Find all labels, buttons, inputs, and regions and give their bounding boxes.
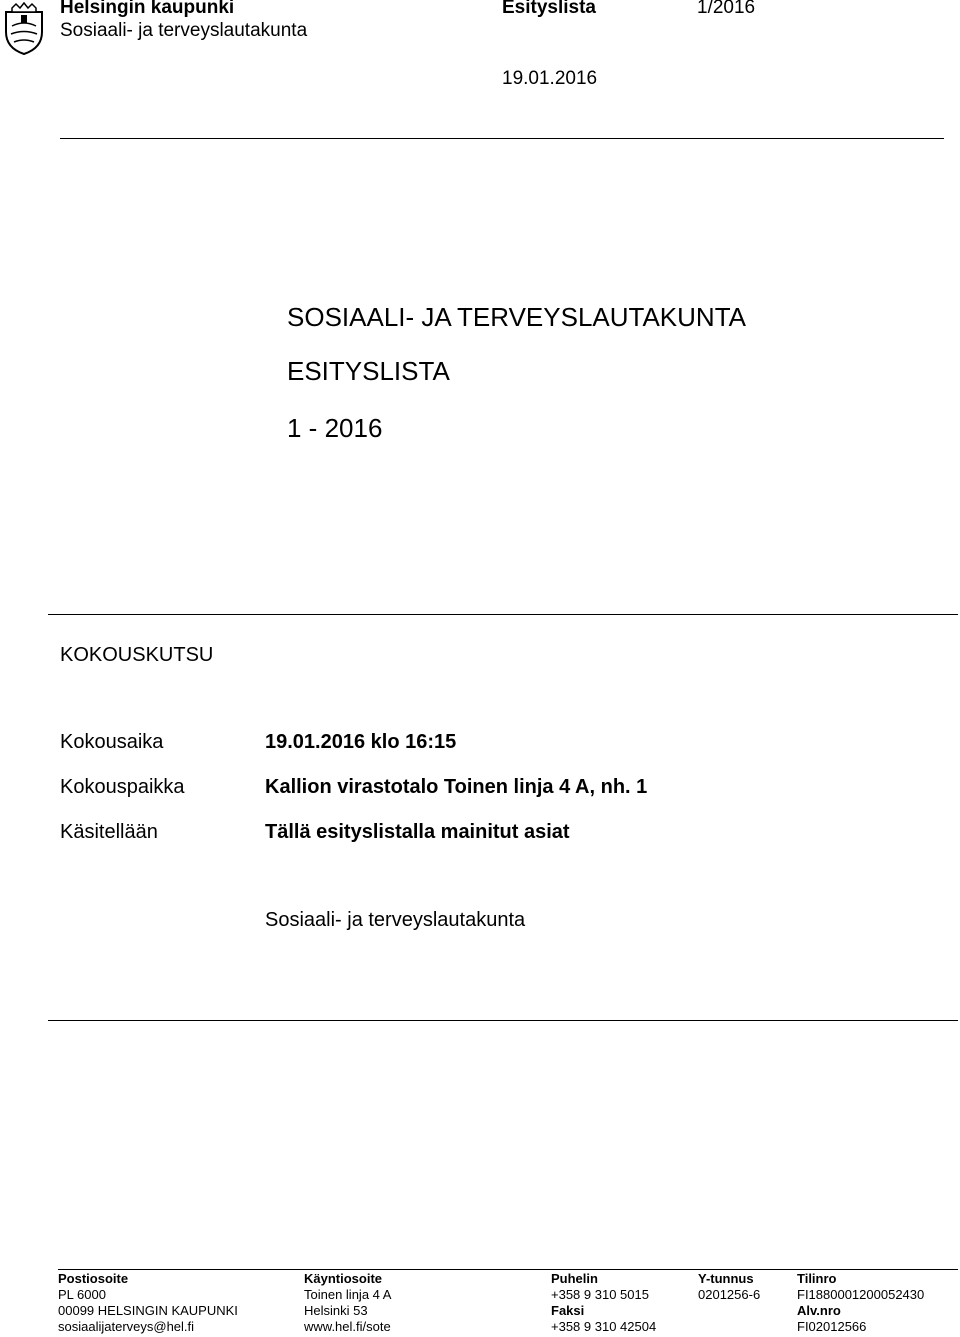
header-doc-number: 1/2016 xyxy=(697,0,756,18)
footer-account-value: FI1880001200052430 xyxy=(797,1287,925,1302)
title-doc-type: ESITYSLISTA xyxy=(287,356,450,386)
footer-fax-number: +358 9 310 42504 xyxy=(551,1319,657,1334)
meeting-time-value: 19.01.2016 klo 16:15 xyxy=(265,731,457,753)
footer-postal-line: PL 6000 xyxy=(58,1287,106,1302)
footer-postal-line: 00099 HELSINGIN KAUPUNKI xyxy=(58,1303,238,1318)
footer-fax-label: Faksi xyxy=(551,1303,585,1318)
header-divider xyxy=(60,138,944,139)
footer-phone-title: Puhelin xyxy=(551,1271,598,1286)
footer-visiting-title: Käyntiosoite xyxy=(304,1271,383,1286)
title-divider xyxy=(48,614,958,615)
meeting-time-label: Kokousaika xyxy=(60,731,164,753)
header-doc-type: Esityslista xyxy=(502,0,596,18)
footer-business-id-column xyxy=(698,1271,760,1303)
agenda-label: Käsitellään xyxy=(60,821,158,843)
header-date: 19.01.2016 xyxy=(502,68,598,89)
agenda-value: Tällä esityslistalla mainitut asiat xyxy=(265,821,570,843)
footer-website[interactable]: www.hel.fi/sote xyxy=(304,1319,391,1334)
footer-visiting-line: Toinen linja 4 A xyxy=(304,1287,392,1302)
title-board-name: SOSIAALI- JA TERVEYSLAUTAKUNTA xyxy=(287,302,746,332)
footer-divider xyxy=(58,1269,958,1270)
footer-business-id-value: 0201256-6 xyxy=(698,1287,761,1302)
footer-visiting-line: Helsinki 53 xyxy=(304,1303,368,1318)
helsinki-coat-of-arms-logo xyxy=(2,2,46,56)
footer-vat-value: FI02012566 xyxy=(797,1319,867,1334)
title-doc-number: 1 - 2016 xyxy=(287,413,383,443)
footer-account-column xyxy=(797,1271,924,1335)
footer-account-title: Tilinro xyxy=(797,1271,837,1286)
footer-phone-column xyxy=(551,1271,656,1335)
meeting-place-value: Kallion virastotalo Toinen linja 4 A, nh. 1 xyxy=(265,776,648,798)
footer-email[interactable]: sosiaalijaterveys@hel.fi xyxy=(58,1319,195,1334)
footer-vat-label: Alv.nro xyxy=(797,1303,841,1318)
header-board: Sosiaali- ja terveyslautakunta xyxy=(60,20,308,41)
signature-board: Sosiaali- ja terveyslautakunta xyxy=(265,909,526,931)
footer-phone-number: +358 9 310 5015 xyxy=(551,1287,649,1302)
signature-divider xyxy=(48,1020,958,1021)
header-city: Helsingin kaupunki xyxy=(60,0,235,18)
footer-postal-column xyxy=(58,1271,238,1335)
footer-business-id-title: Y-tunnus xyxy=(698,1271,754,1286)
footer-visiting-column xyxy=(304,1271,391,1335)
invitation-heading: KOKOUSKUTSU xyxy=(60,644,214,666)
meeting-place-label: Kokouspaikka xyxy=(60,776,185,798)
footer-postal-title: Postiosoite xyxy=(58,1271,129,1286)
